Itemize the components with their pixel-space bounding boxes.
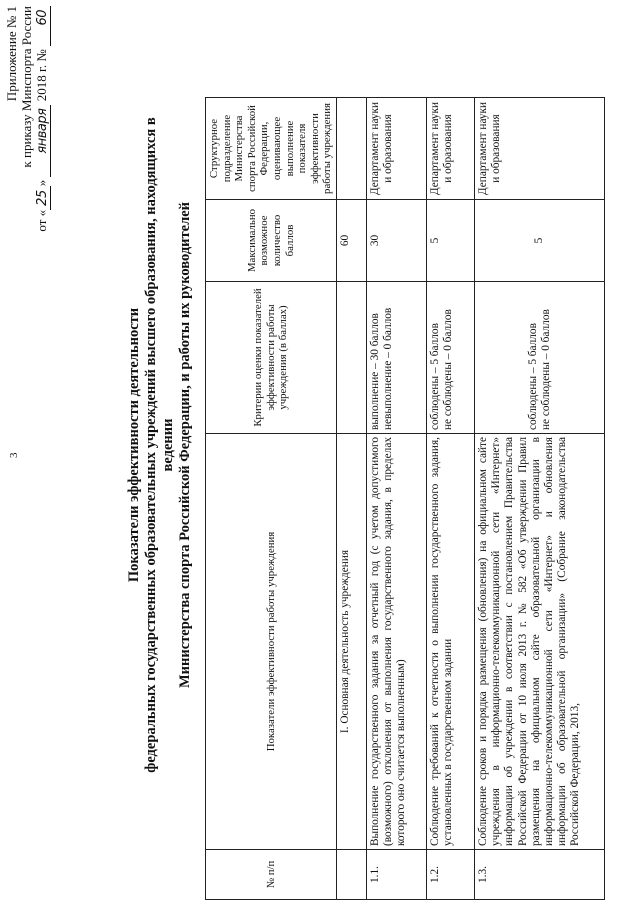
row-num: 1.2. [426, 850, 474, 900]
criteria-not-met: не соблюдены – 0 баллов [540, 309, 553, 430]
handwritten-day: 25 [35, 186, 51, 210]
row-department: Департамент науки и образования [366, 98, 426, 200]
row-indicator: Соблюдение требований к отчетности о выполнении государственного задания, установленных в государственном задании [426, 434, 474, 850]
row-criteria [474, 282, 604, 434]
criteria-met: соблюдены – 5 баллов [526, 323, 539, 430]
row-num: 1.3. [474, 850, 604, 900]
annex-order: к приказу Минспорта России [19, 6, 34, 168]
date-mid: » [34, 179, 49, 187]
title-line-2: федеральных государственных образовательных учреждений высшего образования, находящихся в ведении [143, 117, 176, 773]
row-max-points: 30 [366, 200, 426, 282]
title-line-1: Показатели эффективности деятельности [126, 307, 142, 583]
row-criteria [426, 282, 474, 434]
date-year: 2018 г. № [34, 49, 49, 102]
indicators-table [205, 97, 605, 900]
row-max-points: 5 [426, 200, 474, 282]
section-title: I. Основная деятельность учреждения [336, 434, 366, 850]
table-row [366, 98, 426, 900]
section-total: 60 [336, 200, 366, 282]
table-row [426, 98, 474, 900]
annex-block [4, 6, 51, 232]
section-row [336, 98, 366, 900]
header-criteria: Критерии оценки показателей эффективности работы учреждения (в баллах) [206, 282, 337, 434]
criteria-not-met: не соблюдены – 0 баллов [442, 309, 455, 430]
table-row [474, 98, 604, 900]
handwritten-month: января [35, 105, 51, 177]
page-number: 3 [8, 452, 20, 458]
header-max-points: Максимально возможное количество баллов [206, 200, 337, 282]
annex-date-line [34, 6, 51, 232]
criteria-met: выполнение – 30 баллов [368, 313, 381, 430]
row-department: Департамент науки и образования [426, 98, 474, 200]
header-indicator: Показатели эффективности работы учреждения [206, 434, 337, 850]
table-header-row [206, 98, 337, 900]
criteria-met: соблюдены – 5 баллов [428, 323, 441, 430]
row-department: Департамент науки и образования [474, 98, 604, 200]
header-num: № п/п [206, 850, 337, 900]
row-num: 1.1. [366, 850, 426, 900]
title-line-3: Министерства спорта Российской Федерации, и работы их руководителей [177, 201, 193, 689]
annex-title: Приложение № 1 [4, 6, 19, 102]
row-indicator: Выполнение государственного задания за отчетный год (с учетом допустимого (возможного) отклонения от выполнения государственного задания, в пределах которого оно считается выполненным) [366, 434, 426, 850]
criteria-not-met: невыполнение – 0 баллов [382, 307, 395, 430]
handwritten-number: 60 [35, 6, 51, 46]
row-criteria [366, 282, 426, 434]
document-title [126, 115, 194, 775]
row-max-points: 5 [474, 200, 604, 282]
row-indicator: Соблюдение сроков и порядка размещения (обновления) на официальном сайте учреждения в информационно-телекоммуникационной сети «Интернет» информации об учреждении в соответствии с постановлением Правительства Российской Федерации от 10 июля 2013 г. № 582 «Об утверждении Правил размещения на официальном сайте образовательной организации в информационно-телекоммуникационной сети «Интернет» и обновления информации об образовательной организации» (Собрание законодательства Российской Федерации, 2013, [474, 434, 604, 850]
date-prefix: от « [34, 209, 49, 232]
header-department: Структурное подразделение Министерства спорта Российской Федерации, оценивающее выполнение показателя эффективности работы учреждения [206, 98, 337, 200]
